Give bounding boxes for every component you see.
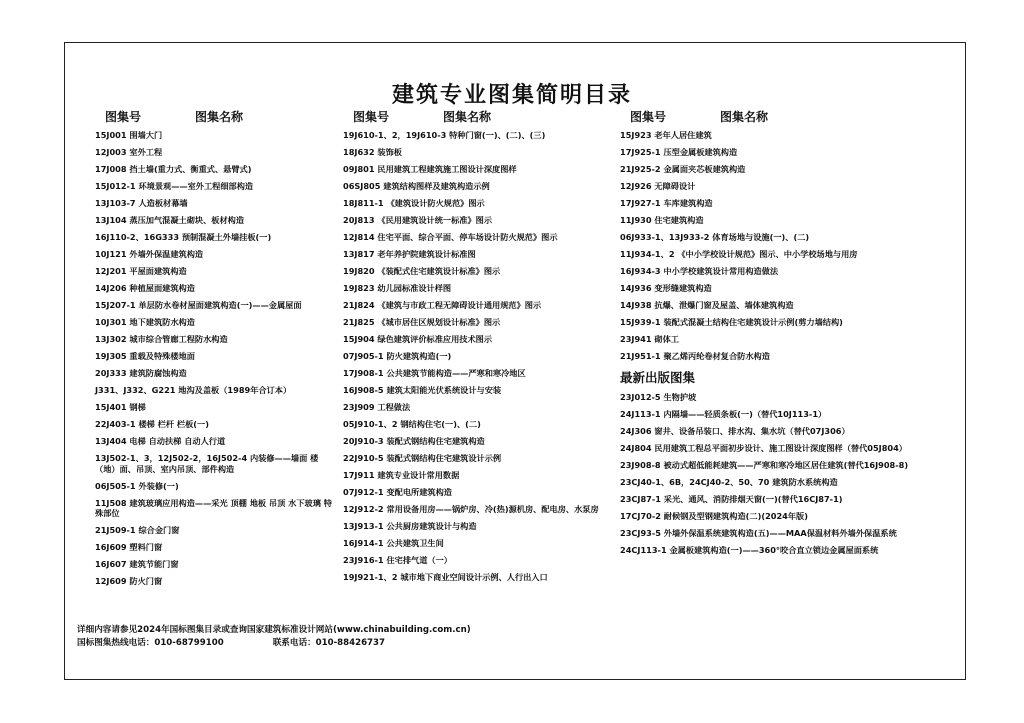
catalog-entry: 10J121 外墙外保温建筑构造 bbox=[95, 249, 204, 259]
catalog-entry: 19J610-1、2，19J610-3 特种门窗(一)、(二)、(三) bbox=[343, 130, 546, 140]
catalog-entry: 16J914-1 公共建筑卫生间 bbox=[343, 538, 444, 548]
catalog-entry: 16J607 建筑节能门窗 bbox=[95, 559, 179, 569]
catalog-entry: 23J012-5 生物护坡 bbox=[620, 392, 697, 402]
catalog-entry: 12J003 室外工程 bbox=[95, 147, 163, 157]
catalog-entry: 14J938 抗爆、泄爆门窗及屋盖、墙体建筑构造 bbox=[620, 300, 794, 310]
column-header bbox=[95, 108, 335, 126]
catalog-entry: 16J609 塑料门窗 bbox=[95, 542, 163, 552]
catalog-column-2 bbox=[343, 108, 623, 589]
catalog-entry: 13J302 城市综合管廊工程防水构造 bbox=[95, 334, 228, 344]
catalog-entry: 17CJ70-2 耐候钢及型钢建筑构造(二)(2024年版) bbox=[620, 511, 808, 521]
catalog-entry: 05J910-1、2 钢结构住宅(一)、(二) bbox=[343, 419, 481, 429]
catalog-entry: 11J508 建筑玻璃应用构造——采光 顶棚 地板 吊顶 水下玻璃 特殊部位 bbox=[95, 497, 332, 518]
catalog-entry: 16J908-5 建筑太阳能光伏系统设计与安装 bbox=[343, 385, 502, 395]
catalog-entry: 23CJ93-5 外墙外保温系统建筑构造(五)——MAA保温材料外墙外保温系统 bbox=[620, 528, 897, 538]
catalog-entry: 20J333 建筑防腐蚀构造 bbox=[95, 368, 187, 378]
catalog-entry: 23CJ87-1 采光、通风、消防排烟天窗(一)(替代16CJ87-1) bbox=[620, 494, 843, 504]
catalog-entry: 17J911 建筑专业设计常用数据 bbox=[343, 470, 460, 480]
catalog-list bbox=[620, 130, 960, 362]
catalog-entry: 16J934-3 中小学校建筑设计常用构造做法 bbox=[620, 266, 779, 276]
catalog-entry: 24J804 民用建筑工程总平面初步设计、施工图设计深度图样（替代05J804） bbox=[620, 443, 907, 453]
catalog-entry: 23J941 砌体工 bbox=[620, 334, 679, 344]
catalog-entry: 11J930 住宅建筑构造 bbox=[620, 215, 704, 225]
catalog-entry: 15J207-1 单层防水卷材屋面建筑构造(一)——金属屋面 bbox=[95, 300, 302, 310]
catalog-entry: 23J916-1 住宅排气道（一） bbox=[343, 555, 452, 565]
catalog-entry: 23J908-8 被动式超低能耗建筑——严寒和寒冷地区居住建筑(替代16J908-8) bbox=[620, 460, 909, 470]
catalog-entry: 22J910-5 装配式钢结构住宅建筑设计示例 bbox=[343, 453, 502, 463]
catalog-entry: 19J820 《装配式住宅建筑设计标准》图示 bbox=[343, 266, 501, 276]
catalog-entry: 06J505-1 外装修(一) bbox=[95, 480, 179, 491]
catalog-column-3 bbox=[620, 108, 960, 562]
catalog-entry: 12J814 住宅平面、综合平面、停车场设计防火规范》图示 bbox=[343, 232, 558, 242]
footer-website-note: 详细内容请参见2024年国标图集目录或查询国家建筑标准设计网站(www.chinabuilding.com.cn) bbox=[77, 625, 471, 635]
catalog-entry: 13J817 老年养护院建筑设计标准图 bbox=[343, 249, 476, 259]
catalog-entry: 17J927-1 车库建筑构造 bbox=[620, 198, 713, 208]
catalog-entry: 17J925-1 压型金属板建筑构造 bbox=[620, 147, 738, 157]
catalog-entry: 07J905-1 防火建筑构造(一) bbox=[343, 351, 452, 361]
catalog-entry: 10J301 地下建筑防水构造 bbox=[95, 317, 195, 327]
catalog-entry: 16J110-2、16G333 预制混凝土外墙挂板(一) bbox=[95, 232, 272, 242]
footer-hotline: 国标图集热线电话：010-68799100 bbox=[77, 638, 224, 648]
header-name: 图集名称 bbox=[720, 110, 769, 124]
catalog-entry: 15J904 绿色建筑评价标准应用技术图示 bbox=[343, 334, 493, 344]
catalog-entry: 07J912-1 变配电所建筑构造 bbox=[343, 487, 452, 497]
catalog-entry: 12J926 无障碍设计 bbox=[620, 181, 696, 191]
catalog-entry: 21J925-2 金属面夹芯板建筑构造 bbox=[620, 164, 746, 174]
catalog-entry: 20J910-3 装配式钢结构住宅建筑构造 bbox=[343, 436, 485, 446]
catalog-entry: 19J823 幼儿园标准设计样图 bbox=[343, 283, 452, 293]
catalog-entry: 24CJ113-1 金属板建筑构造(一)——360°咬合直立锁边金属屋面系统 bbox=[620, 545, 879, 555]
catalog-entry: 13J103-7 人造板材幕墙 bbox=[95, 198, 188, 208]
footer bbox=[77, 624, 471, 650]
catalog-entry: 19J921-1、2 城市地下商业空间设计示例、人行出入口 bbox=[343, 572, 548, 582]
catalog-entry: 23CJ40-1、6B，24CJ40-2、50、70 建筑防水系统构造 bbox=[620, 477, 838, 487]
new-publications-list bbox=[620, 392, 960, 556]
catalog-column-1 bbox=[95, 108, 335, 593]
header-code: 图集号 bbox=[630, 110, 667, 124]
catalog-entry: 24J113-1 内隔墙——轻质条板(一)（替代10J113-1） bbox=[620, 409, 827, 419]
new-publications-title: 最新出版图集 bbox=[620, 370, 696, 385]
catalog-entry: 15J001 围墙大门 bbox=[95, 130, 163, 140]
catalog-entry: 17J008 挡土墙(重力式、衡重式、悬臂式) bbox=[95, 164, 252, 174]
catalog-entry: 14J206 种植屋面建筑构造 bbox=[95, 283, 195, 293]
header-name: 图集名称 bbox=[443, 110, 492, 124]
column-header bbox=[343, 108, 623, 126]
header-code: 图集号 bbox=[353, 110, 390, 124]
header-code: 图集号 bbox=[105, 110, 142, 124]
catalog-entry: 15J923 老年人居住建筑 bbox=[620, 130, 712, 140]
catalog-entry: 13J913-1 公共厨房建筑设计与构造 bbox=[343, 521, 477, 531]
catalog-entry: 17J908-1 公共建筑节能构造——严寒和寒冷地区 bbox=[343, 368, 526, 378]
catalog-entry: 21J825 《城市居住区规划设计标准》图示 bbox=[343, 317, 501, 327]
catalog-entry: 09J801 民用建筑工程建筑施工图设计深度图样 bbox=[343, 164, 517, 174]
header-name: 图集名称 bbox=[195, 110, 244, 124]
catalog-entry: 15J939-1 装配式混凝土结构住宅建筑设计示例(剪力墙结构) bbox=[620, 317, 843, 327]
catalog-list bbox=[343, 130, 623, 583]
column-header bbox=[620, 108, 960, 126]
catalog-entry: 12J609 防火门窗 bbox=[95, 576, 163, 586]
catalog-entry: 22J403-1 楼梯 栏杆 栏板(一) bbox=[95, 419, 209, 429]
catalog-entry: 13J502-1、3，12J502-2，16J502-4 内装修——墙面 楼（地）面、吊顶、室内吊顶、部件构造 bbox=[95, 453, 319, 474]
catalog-entry: 23J909 工程做法 bbox=[343, 402, 411, 412]
catalog-entry: 13J104 蒸压加气混凝土砌块、板材构造 bbox=[95, 215, 245, 225]
catalog-entry: 21J509-1 综合金门窗 bbox=[95, 525, 180, 535]
catalog-entry: J331、J332、G221 地沟及盖板（1989年合订本） bbox=[95, 385, 292, 395]
catalog-entry: 11J934-1、2 《中小学校设计规范》图示、中小学校场地与用房 bbox=[620, 249, 858, 259]
footer-contact-phone: 联系电话：010-88426737 bbox=[272, 638, 385, 648]
catalog-entry: 13J404 电梯 自动扶梯 自动人行道 bbox=[95, 436, 226, 446]
catalog-entry: 21J824 《建筑与市政工程无障碍设计通用规范》图示 bbox=[343, 300, 542, 310]
catalog-entry: 18J632 装饰板 bbox=[343, 147, 402, 157]
catalog-entry: 06J933-1、13J933-2 体育场地与设施(一)、(二) bbox=[620, 232, 810, 242]
catalog-entry: 19J305 重载及特殊楼地面 bbox=[95, 351, 195, 361]
catalog-entry: 14J936 变形缝建筑构造 bbox=[620, 283, 712, 293]
catalog-entry: 20J813 《民用建筑设计统一标准》图示 bbox=[343, 215, 493, 225]
catalog-entry: 24J306 窗井、设备吊装口、排水沟、集水坑（替代07J306） bbox=[620, 426, 850, 436]
catalog-entry: 12J912-2 常用设备用房——锅炉房、冷(热)源机房、配电房、水泵房 bbox=[343, 504, 599, 514]
catalog-entry: 18J811-1 《建筑设计防火规范》图示 bbox=[343, 198, 485, 208]
catalog-entry: 21J951-1 聚乙烯丙纶卷材复合防水构造 bbox=[620, 351, 770, 361]
catalog-entry: 15J012-1 环境景观——室外工程细部构造 bbox=[95, 181, 254, 191]
catalog-list bbox=[95, 130, 335, 587]
catalog-entry: 12J201 平屋面建筑构造 bbox=[95, 266, 187, 276]
catalog-entry: 15J401 钢梯 bbox=[95, 402, 146, 412]
catalog-entry: 06SJ805 建筑结构图样及建筑构造示例 bbox=[343, 181, 490, 191]
page-title: 建筑专业图集简明目录 bbox=[391, 83, 632, 108]
